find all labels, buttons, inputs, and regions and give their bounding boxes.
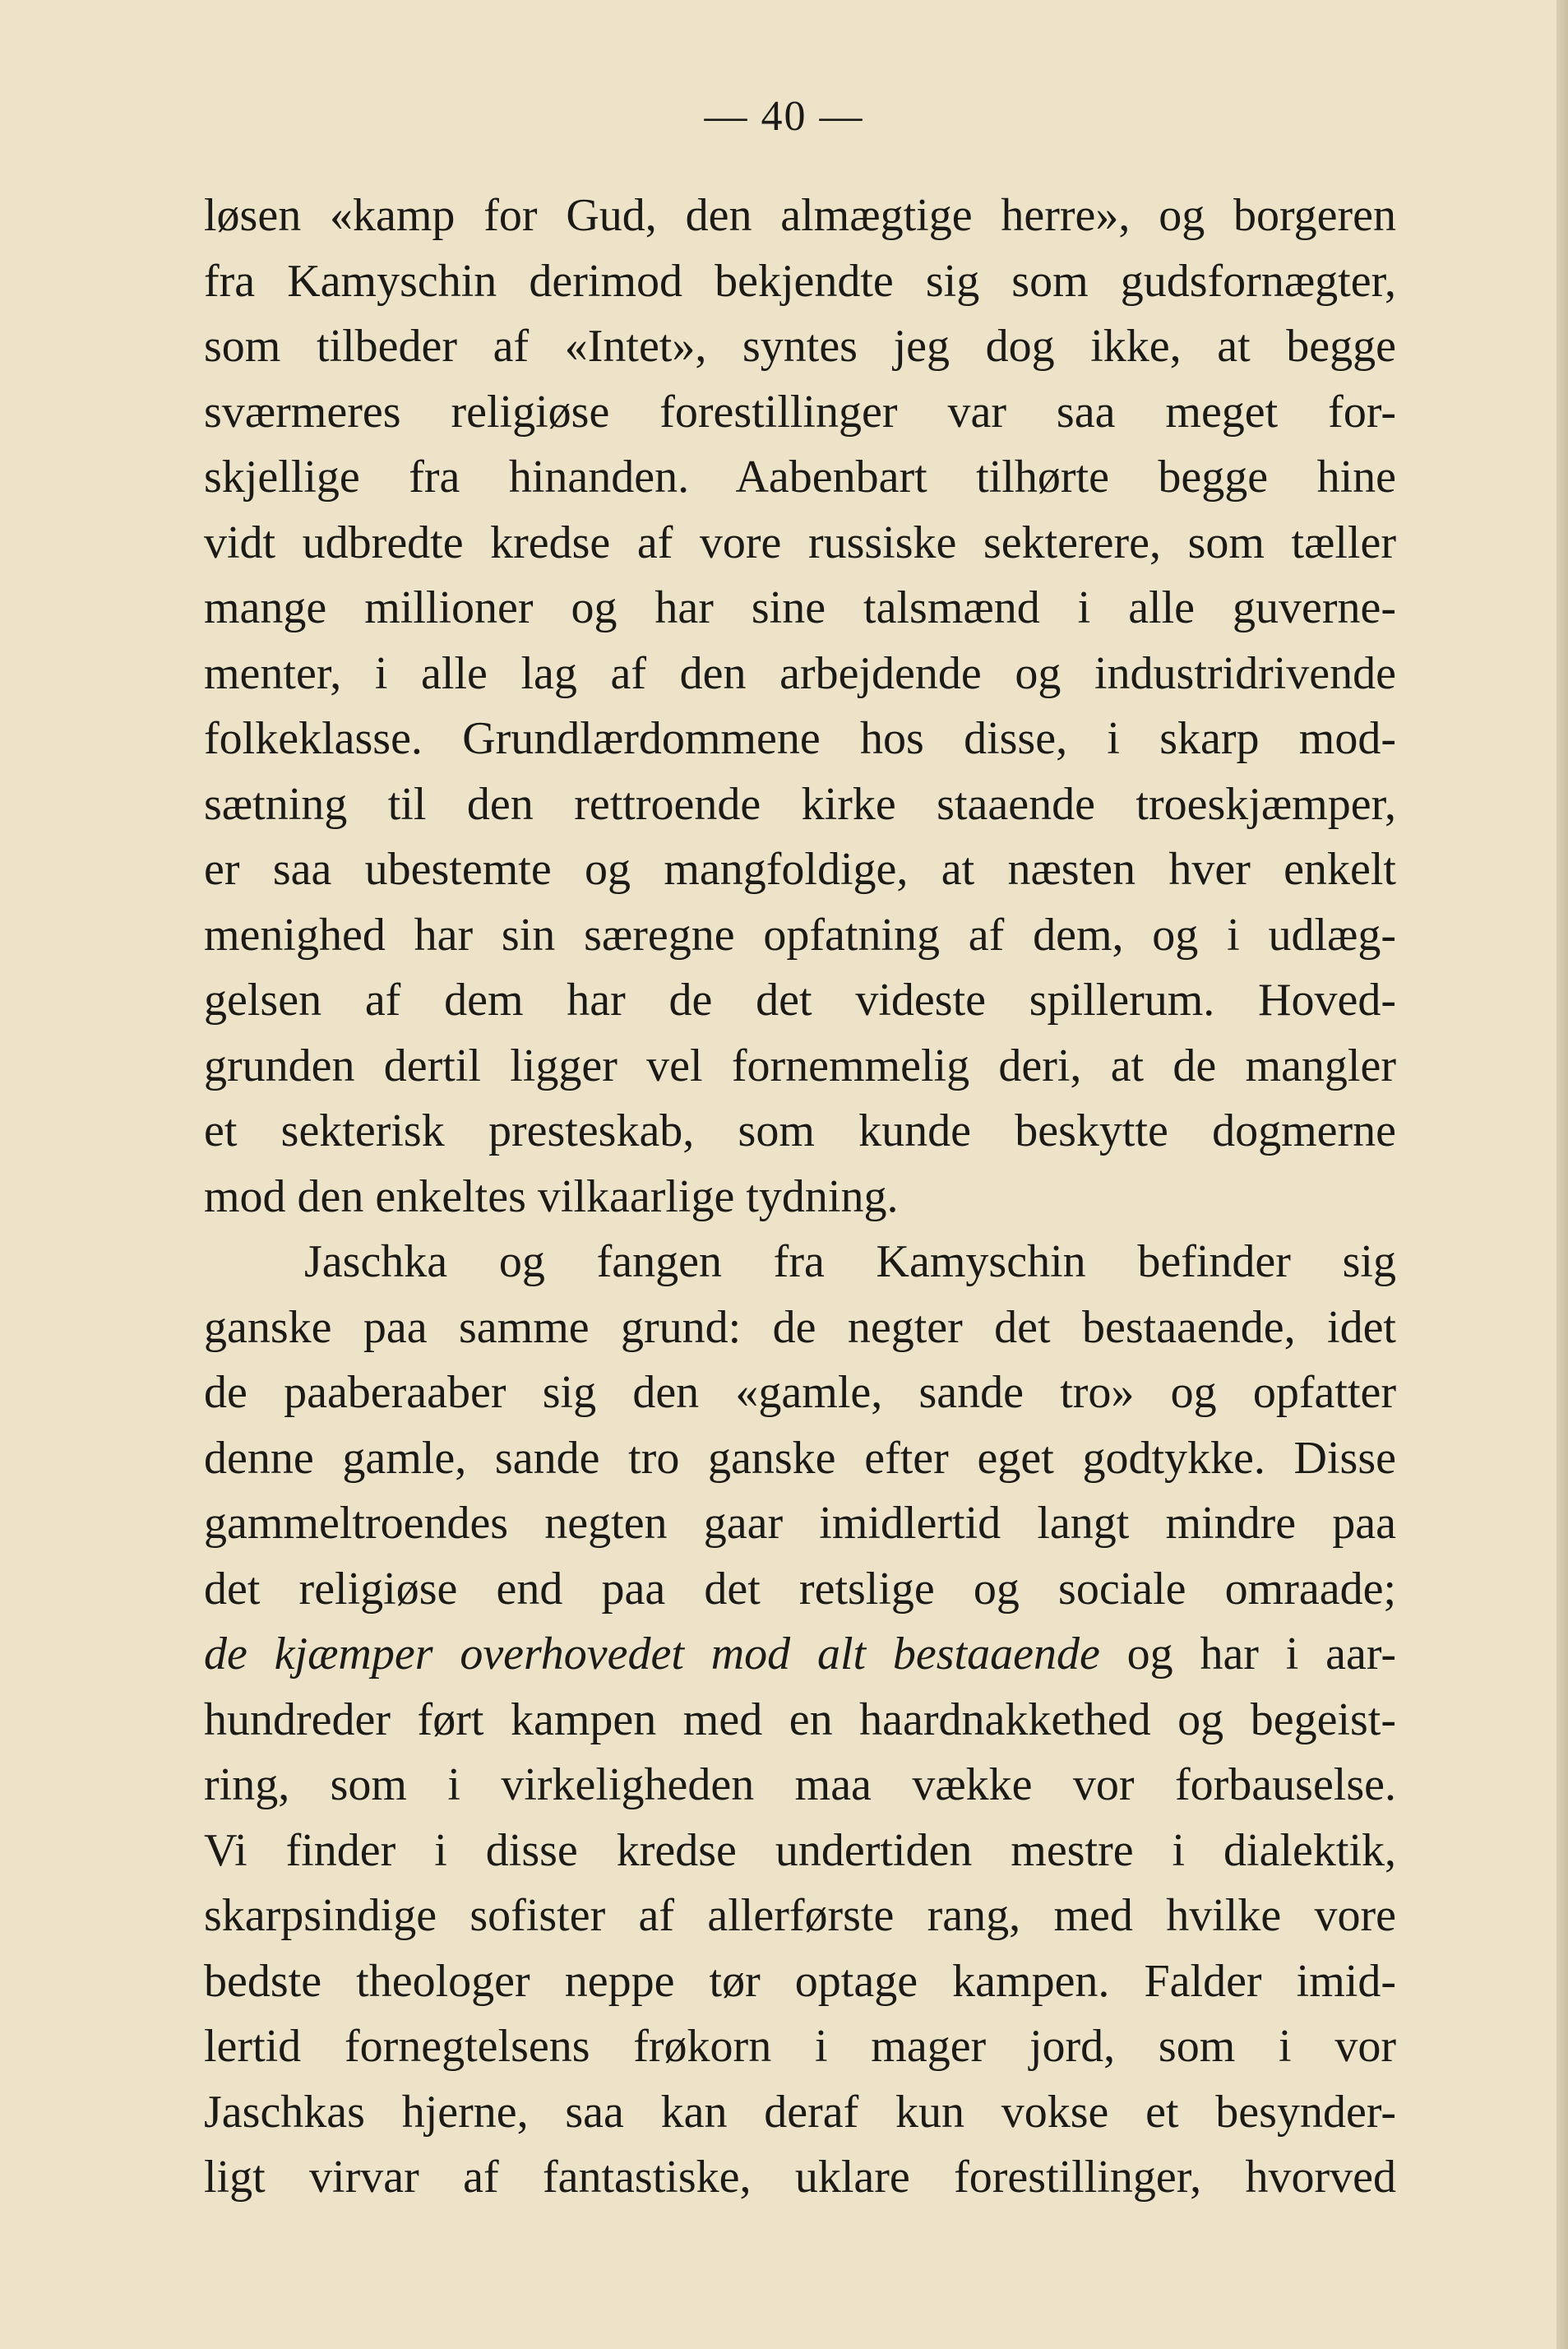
page-number: — 40 —: [704, 93, 864, 140]
text-fragment: og har i aar-: [1126, 1629, 1397, 1680]
text-line: hundreder ført kampen med en haardnakkethed og begeist-: [204, 1693, 1396, 1745]
text-line: menter, i alle lag af den arbejdende og industridrivende: [204, 647, 1396, 699]
text-line: som tilbeder af «Intet», syntes jeg dog ikke, at begge: [204, 321, 1396, 372]
text-line: folkeklasse. Grundlærdommene hos disse, i skarp mod-: [204, 713, 1396, 764]
text-line: mange millioner og har sine talsmænd i alle guverne-: [204, 582, 1396, 633]
text-line: skjellige fra hinanden. Aabenbart tilhørte begge hine: [204, 452, 1396, 503]
text-line: gammeltroendes negten gaar imidlertid langt mindre paa: [204, 1498, 1396, 1549]
text-line: Jaschkas hjerne, saa kan deraf kun vokse et besynder-: [204, 2086, 1396, 2138]
text-line: Vi finder i disse kredse undertiden mestre i dialektik,: [204, 1824, 1396, 1876]
text-line: lertid fornegtelsens frøkorn i mager jord, som i vor: [204, 2021, 1396, 2072]
text-line: de paaberaaber sig den «gamle, sande tro» og opfatter: [204, 1367, 1396, 1418]
text-line: et sekterisk presteskab, som kunde beskytte dogmerne: [204, 1105, 1396, 1156]
text-line: er saa ubestemte og mangfoldige, at næsten hver enkelt: [204, 844, 1396, 895]
paragraph-end-line: mod den enkeltes vilkaarlige tydning.: [204, 1170, 899, 1222]
text-line: sætning til den rettroende kirke staaende troeskjæmper,: [204, 778, 1396, 830]
text-line: ligt virvar af fantastiske, uklare forestillinger, hvorved: [204, 2152, 1396, 2203]
text-line: sværmeres religiøse forestillinger var saa meget for-: [204, 386, 1396, 438]
paragraph-start-line: Jaschka og fangen fra Kamyschin befinder sig: [304, 1236, 1396, 1287]
italic-phrase: de kjæmper overhovedet mod alt bestaaende: [204, 1629, 1100, 1680]
text-line: grunden dertil ligger vel fornemmelig deri, at de mangler: [204, 1040, 1396, 1091]
text-line: ganske paa samme grund: de negter det bestaaende, idet: [204, 1301, 1396, 1353]
text-line: ring, som i virkeligheden maa vække vor forbauselse.: [204, 1759, 1396, 1810]
text-line: gelsen af dem har de det videste spillerum. Hoved-: [204, 975, 1396, 1026]
text-line-with-italic: [204, 1622, 1396, 1688]
text-line: bedste theologer neppe tør optage kampen. Falder imid-: [204, 1955, 1396, 2007]
text-line: menighed har sin særegne opfatning af dem, og i udlæg-: [204, 909, 1396, 961]
text-line: løsen «kamp for Gud, den almægtige herre», og borgeren: [204, 190, 1396, 241]
text-line: fra Kamyschin derimod bekjendte sig som gudsfornægter,: [204, 255, 1396, 307]
text-line: skarpsindige sofister af allerførste rang, med hvilke vore: [204, 1890, 1396, 1941]
text-line: vidt udbredte kredse af vore russiske sekterere, som tæller: [204, 517, 1396, 568]
page-edge: [1556, 0, 1568, 2349]
body-text: [204, 183, 1396, 2211]
text-line: det religiøse end paa det retslige og sociale omraade;: [204, 1563, 1396, 1615]
text-line: denne gamle, sande tro ganske efter eget godtykke. Disse: [204, 1432, 1396, 1484]
